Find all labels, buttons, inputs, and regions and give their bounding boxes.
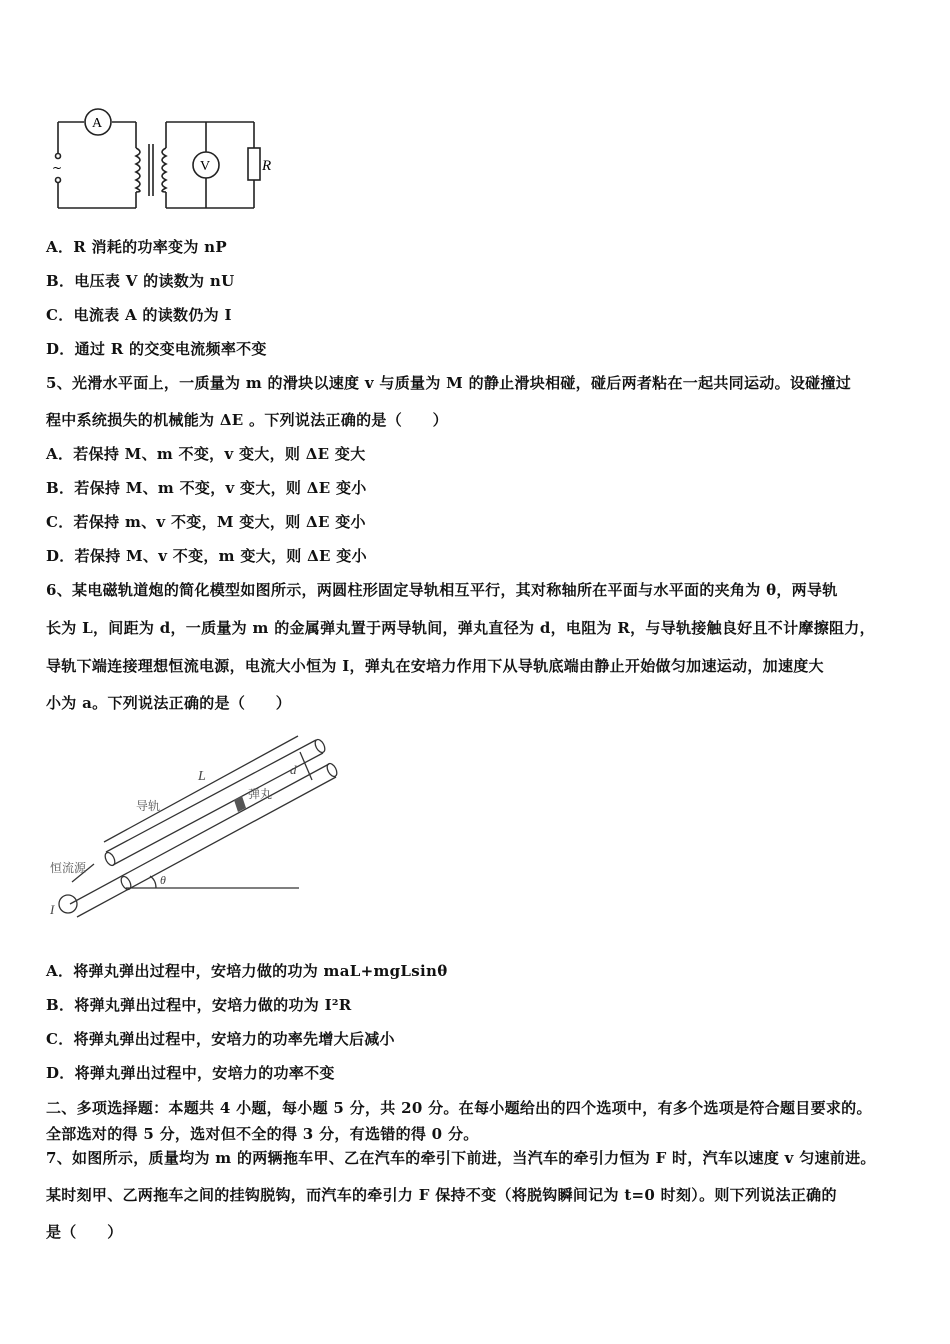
q7-stem-line1: 7、如图所示，质量均为 m 的两辆拖车甲、乙在汽车的牵引下前进，当汽车的牵引力恒为 F 时，汽车以速度 v 匀速前进。 [46,1149,876,1167]
railgun-figure [44,722,344,922]
ammeter-label: A [92,116,103,131]
current-label: I [50,902,55,917]
angle-label: θ [160,873,166,887]
q4-option-d: D．通过 R 的交变电流频率不变 [46,340,267,358]
transformer-circuit-figure [48,108,288,218]
q6-option-d: D．将弹丸弹出过程中，安培力的功率不变 [46,1064,335,1082]
q6-option-b: B．将弹丸弹出过程中，安培力做的功为 I²R [46,996,352,1014]
q5-option-b: B．若保持 M、m 不变，v 变大，则 ΔE 变小 [46,479,367,497]
q6-stem-line3: 导轨下端连接理想恒流电源，电流大小恒为 I，弹丸在安培力作用下从导轨底端由静止开始做匀加速运动，加速度大 [46,657,824,675]
q6-stem-line4: 小为 a。下列说法正确的是（ ） [46,694,292,712]
q7-stem-line3: 是（ ） [46,1223,123,1241]
resistor-label: R [262,158,272,174]
section2-line2: 全部选对的得 5 分，选对但不全的得 3 分，有选错的得 0 分。 [46,1125,479,1143]
source-label: 恒流源 [50,861,87,875]
length-label: L [198,769,206,784]
q4-option-a: A．R 消耗的功率变为 nP [46,238,227,256]
q5-stem-line1: 5、光滑水平面上，一质量为 m 的滑块以速度 v 与质量为 M 的静止滑块相碰，碰后两者粘在一起共同运动。设碰撞过 [46,374,852,392]
section2-line1: 二、多项选择题：本题共 4 小题，每小题 5 分，共 20 分。在每小题给出的四个选项中，有多个选项是符合题目要求的。 [46,1099,872,1117]
q5-option-a: A．若保持 M、m 不变，v 变大，则 ΔE 变大 [46,445,366,463]
ac-source-symbol: ~ [52,161,63,175]
q7-stem-line2: 某时刻甲、乙两拖车之间的挂钩脱钩，而汽车的牵引力 F 保持不变（将脱钩瞬间记为 t=0 时刻）。则下列说法正确的 [46,1186,837,1204]
q5-stem-line2: 程中系统损失的机械能为 ΔE 。下列说法正确的是（ ） [46,411,448,429]
q6-option-c: C．将弹丸弹出过程中，安培力的功率先增大后减小 [46,1030,395,1048]
q6-option-a: A．将弹丸弹出过程中，安培力做的功为 maL+mgLsinθ [46,962,448,980]
bullet-label: 弹丸 [248,787,273,801]
gap-label: d [290,762,297,777]
voltmeter-label: V [200,159,211,174]
q5-option-c: C．若保持 m、v 不变，M 变大，则 ΔE 变小 [46,513,366,531]
rail-label: 导轨 [136,799,161,813]
q6-stem-line2: 长为 L，间距为 d，一质量为 m 的金属弹丸置于两导轨间，弹丸直径为 d，电阻为 R，与导轨接触良好且不计摩擦阻力， [46,619,875,637]
q6-stem-line1: 6、某电磁轨道炮的简化模型如图所示，两圆柱形固定导轨相互平行，其对称轴所在平面与水平面的夹角为 θ，两导轨 [46,581,838,599]
q4-option-b: B．电压表 V 的读数为 nU [46,272,235,290]
q4-option-c: C．电流表 A 的读数仍为 I [46,306,232,324]
q5-option-d: D．若保持 M、v 不变，m 变大，则 ΔE 变小 [46,547,367,565]
